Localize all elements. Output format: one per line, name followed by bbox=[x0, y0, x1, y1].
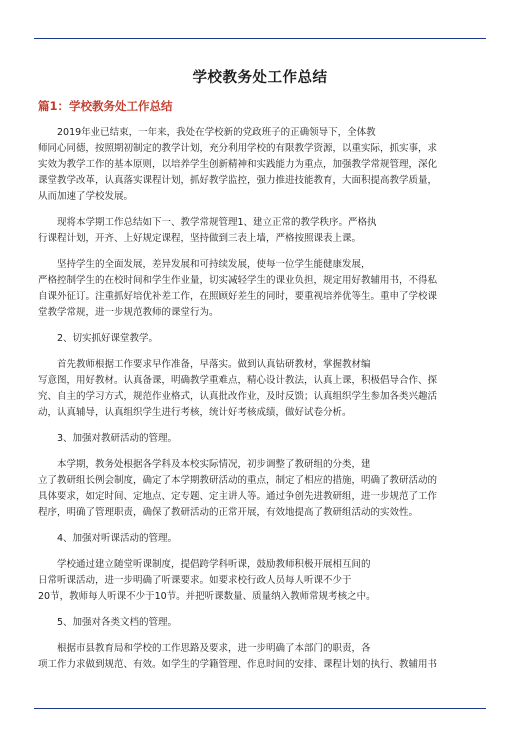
bottom-rule bbox=[34, 708, 486, 709]
body-line: 2019年业已结束，一年来，我处在学校新的党政班子的正确领导下，全体教 bbox=[57, 127, 376, 138]
subheading: 4、加强对听课活动的管理。 bbox=[57, 533, 178, 544]
body-line: 行课程计划，开齐、上好规定课程，坚持做到三表上墙，严格按照课表上课。 bbox=[38, 233, 362, 244]
body-line: 具体要求，如定时间、定地点、定专题、定主讲人等。通过争创先进教研组，进一步规范了工作 bbox=[38, 491, 438, 502]
body-line: 自课外征订。注重抓好培优补差工作，在照顾好差生的同时，要重视培养优等生。重申了学校课 bbox=[38, 291, 438, 302]
body-line: 究、自主的学习方式，规范作业格式，认真批改作业，及时反馈；认真组织学生参加各类兴趣活 bbox=[38, 391, 438, 402]
body-line: 实效为教学工作的基本原则，以培养学生创新精神和实践能力为重点，加强教学常规管理，深化 bbox=[38, 159, 438, 170]
subheading: 5、加强对各类文档的管理。 bbox=[57, 617, 178, 628]
body-line: 师同心同德，按照期初制定的教学计划，充分利用学校的有限教学资源，以重实际，抓实事，求 bbox=[38, 143, 438, 154]
body-line: 动，认真辅导，认真组织学生进行考核，统计好考核成绩，做好试卷分析。 bbox=[38, 407, 352, 418]
body-line: 立了教研组长例会制度，确定了本学期教研活动的重点，制定了相应的措施，明确了教研活动的 bbox=[38, 475, 438, 486]
section-heading: 篇1：学校教务处工作总结 bbox=[38, 99, 173, 113]
body-line: 根据市县教育局和学校的工作思路及要求，进一步明确了本部门的职责，各 bbox=[57, 643, 371, 654]
body-line: 严格控制学生的在校时间和学生作业量，切实减轻学生的课业负担，规定用好教辅用书，不得私 bbox=[38, 275, 438, 286]
body-line: 学校通过建立随堂听课制度，提倡跨学科听课，鼓励教师积极开展相互间的 bbox=[57, 559, 371, 570]
body-line: 坚持学生的全面发展，差异发展和可持续发展，使每一位学生能健康发展， bbox=[57, 259, 371, 270]
subheading: 3、加强对教研活动的管理。 bbox=[57, 433, 178, 444]
document-title: 学校教务处工作总结 bbox=[192, 70, 328, 86]
body-line: 程序，明确了管理职责，确保了教研活动的正常开展，有效地提高了教研组活动的实效性。 bbox=[38, 507, 419, 518]
body-line: 本学期，教务处根据各学科及本校实际情况，初步调整了教研组的分类，建 bbox=[57, 459, 371, 470]
body-line: 首先教师根据工作要求早作准备，早落实。做到认真钻研教材，掌握教材编 bbox=[57, 359, 371, 370]
body-line: 20节，教师每人听课不少于10节。并把听课数量、质量纳入教师常规考核之中。 bbox=[38, 591, 376, 602]
body-line: 堂教学常规，进一步规范教师的课堂行为。 bbox=[38, 307, 219, 318]
body-line: 从而加速了学校发展。 bbox=[38, 191, 134, 202]
body-line: 课堂教学改革，认真落实课程计划，抓好教学监控，强力推进技能教育，大面积提高教学质量， bbox=[38, 175, 438, 186]
body-line: 写意图，用好教材。认真备课，明确教学重难点，精心设计教法，认真上课，积极倡导合作、探 bbox=[38, 375, 438, 386]
subheading: 2、切实抓好课堂教学。 bbox=[57, 333, 159, 344]
body-line: 现将本学期工作总结如下一、教学常规管理1、建立正常的教学秩序。严格执 bbox=[57, 217, 377, 228]
body-line: 日常听课活动，进一步明确了听课要求。如要求校行政人员每人听课不少于 bbox=[38, 575, 352, 586]
top-rule bbox=[34, 38, 486, 39]
body-line: 项工作力求做到规范、有效。如学生的学籍管理、作息时间的安排、课程计划的执行、教辅用书 bbox=[38, 659, 438, 670]
